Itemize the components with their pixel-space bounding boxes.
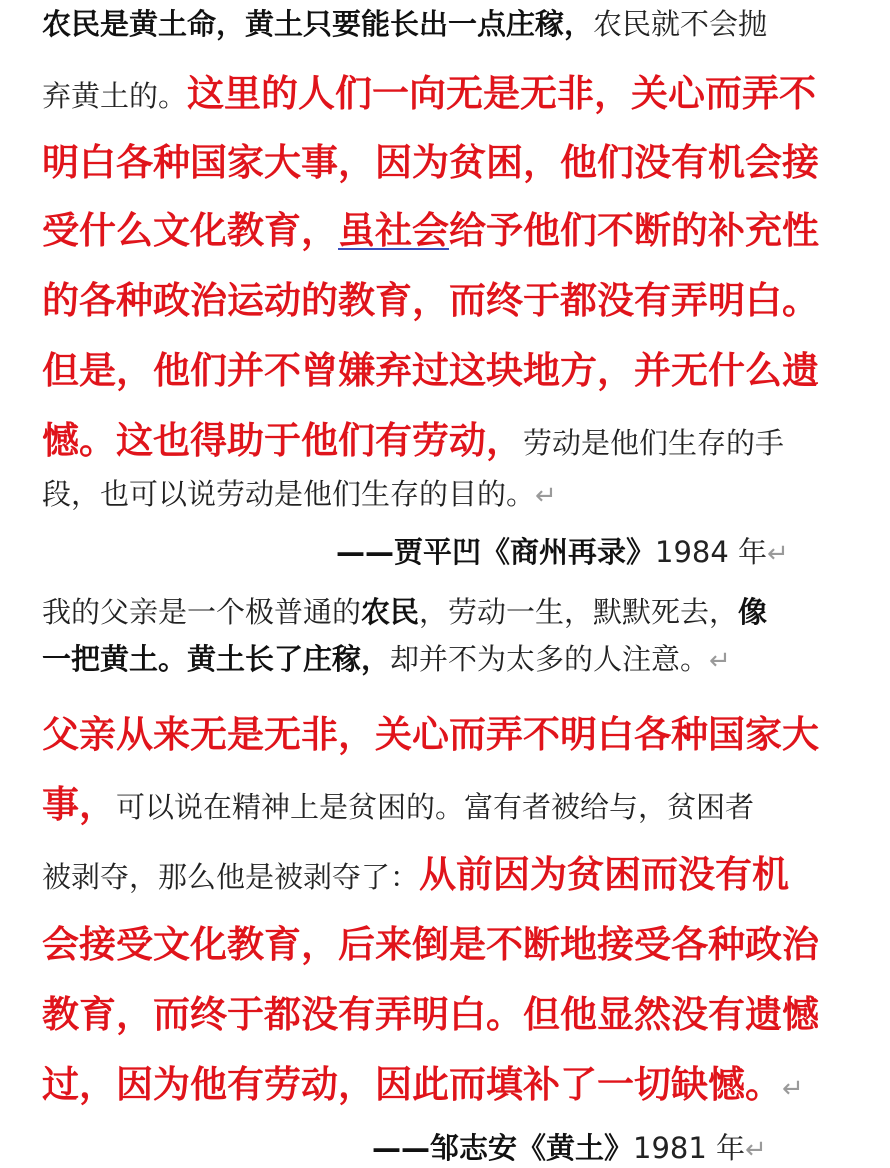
p1-line-1: [42, 2, 767, 43]
p1-l7-red: 憾。这也得助于他们有劳动，: [42, 419, 523, 462]
p2-attribution: [372, 1126, 767, 1167]
p2-l5-red: 从前因为贫困而没有机: [419, 853, 790, 896]
p1-line-3: 明白各种国家大事，因为贫困，他们没有机会接: [42, 141, 819, 184]
paragraph-mark-icon: ↵: [767, 539, 789, 569]
paragraph-mark-icon: ↵: [782, 1074, 804, 1104]
paragraph-mark-icon: ↵: [709, 646, 731, 676]
p2-l1-normal-a: 我的父亲是一个极普通的: [42, 595, 362, 629]
p2-l2-bold: 一把黄土。黄土长了庄稼，: [42, 642, 391, 676]
paragraph-mark-icon: ↵: [745, 1135, 767, 1165]
p1-l7-normal: 劳动是他们生存的手: [523, 426, 785, 460]
p1-l8-normal: 段，也可以说劳动是他们生存的目的。: [42, 477, 536, 511]
p2-line-8: [42, 1054, 804, 1108]
p1-l2-red: 这里的人们一向无是无非，关心而弄不: [187, 72, 817, 115]
p1-attribution-year: 1984 年: [655, 535, 768, 569]
p2-l8-red: 过，因为他有劳动，因此而填补了一切缺憾。: [42, 1063, 782, 1106]
p2-line-7: 教育，而终于都没有弄明白。但他显然没有遗憾: [42, 993, 819, 1036]
p2-attribution-year: 1981 年: [633, 1131, 746, 1165]
p1-l1-bold: 农民是黄土命，黄土只要能长出一点庄稼，: [42, 7, 594, 41]
p2-l4-normal: 可以说在精神上是贫困的。富有者被给与，贫困者: [116, 790, 755, 824]
p1-l1-normal: 农民就不会抛: [593, 7, 768, 41]
p1-line-4: [42, 200, 819, 254]
p1-l2-normal: 弃黄土的。: [42, 79, 188, 113]
p2-l5-normal: 被剥夺，那么他是被剥夺了：: [42, 860, 420, 894]
p2-l1-bold-b: 像: [738, 595, 768, 629]
p1-l4-red-b: 给予他们不断的补充性: [449, 209, 819, 252]
paragraph-mark-icon: ↵: [535, 481, 557, 511]
p1-line-8: [42, 472, 557, 513]
p1-line-2: [42, 63, 816, 117]
p2-attribution-author: ——邹志安《黄土》: [372, 1131, 634, 1165]
p1-l4-underlined: 虽社会: [338, 209, 449, 252]
p2-line-6: 会接受文化教育，后来倒是不断地接受各种政治: [42, 923, 819, 966]
p2-line-4: [42, 774, 754, 828]
p2-line-5: [42, 844, 789, 898]
p2-line-2: [42, 637, 731, 678]
p1-line-7: [42, 410, 784, 464]
p2-l4-red: 事，: [42, 783, 116, 826]
p2-l1-bold-a: 农民: [361, 595, 420, 629]
p1-line-5: 的各种政治运动的教育，而终于都没有弄明白。: [42, 279, 819, 322]
p1-l4-red-a: 受什么文化教育，: [42, 209, 338, 252]
p2-l1-normal-b: ，劳动一生，默默死去，: [419, 595, 739, 629]
p1-line-6: 但是，他们并不曾嫌弃过这块地方，并无什么遗: [42, 349, 819, 392]
p1-attribution-author: ——贾平凹《商州再录》: [336, 535, 656, 569]
p2-l2-normal: 却并不为太多的人注意。: [390, 642, 710, 676]
p2-line-1: [42, 590, 767, 631]
p2-line-3: 父亲从来无是无非，关心而弄不明白各种国家大: [42, 713, 819, 756]
p1-attribution: [336, 530, 789, 571]
